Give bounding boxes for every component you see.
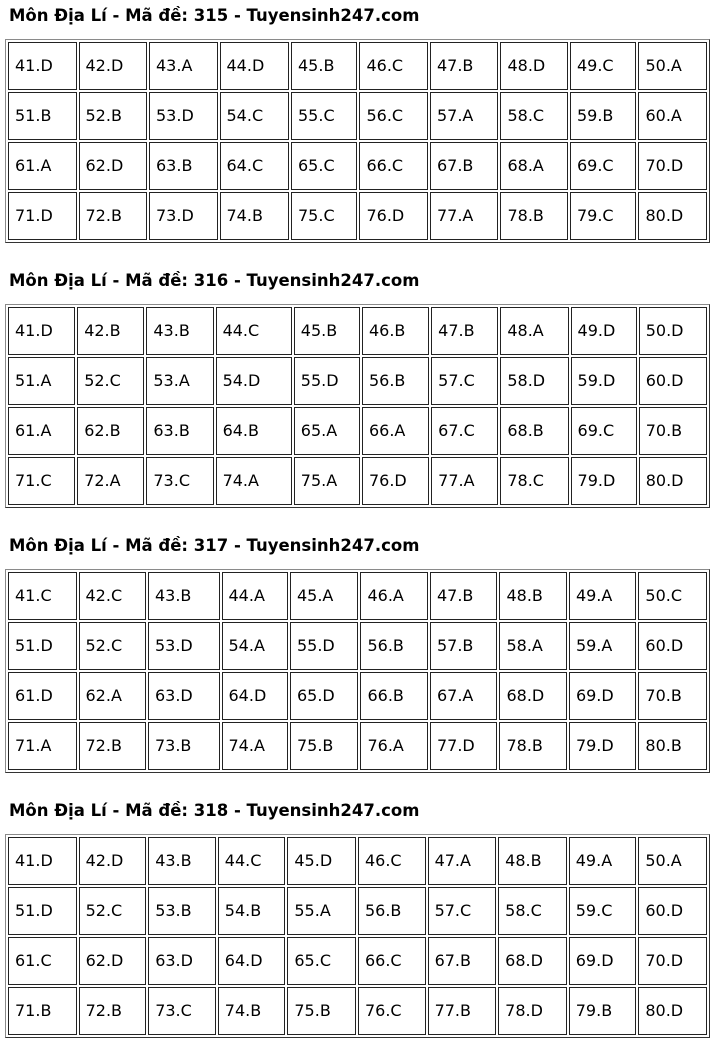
- answer-cell: 69.C: [571, 407, 637, 455]
- answer-cell: 73.B: [148, 722, 220, 770]
- answer-cell: 77.B: [428, 987, 497, 1035]
- answer-cell: 48.B: [498, 837, 567, 885]
- answer-cell: 63.D: [148, 937, 216, 985]
- answer-cell: 63.B: [149, 142, 218, 190]
- answer-cell: 56.B: [358, 887, 426, 935]
- table-row: [8, 622, 707, 670]
- answer-cell: 48.D: [500, 42, 567, 90]
- answer-cell: 60.D: [638, 887, 707, 935]
- answer-cell: 67.A: [430, 672, 497, 720]
- answer-cell: 49.A: [569, 572, 636, 620]
- answer-cell: 52.C: [79, 622, 146, 670]
- answer-cell: 54.D: [216, 357, 292, 405]
- answer-cell: 69.C: [570, 142, 636, 190]
- answer-cell: 55.D: [294, 357, 360, 405]
- answer-cell: 57.C: [428, 887, 497, 935]
- answer-cell: 41.C: [8, 572, 77, 620]
- answer-cell: 64.B: [216, 407, 292, 455]
- answer-table-316: [5, 304, 710, 508]
- answer-cell: 53.B: [148, 887, 216, 935]
- answer-cell: 72.B: [79, 722, 146, 770]
- table-row: [8, 457, 707, 505]
- answer-cell: 50.C: [638, 572, 707, 620]
- answer-cell: 72.A: [77, 457, 144, 505]
- answer-cell: 51.D: [8, 622, 77, 670]
- answer-cell: 41.D: [8, 837, 77, 885]
- answer-cell: 78.C: [500, 457, 568, 505]
- answer-cell: 46.C: [359, 42, 428, 90]
- answer-table-317: [5, 569, 710, 773]
- answer-cell: 79.C: [570, 192, 636, 240]
- answer-cell: 66.B: [360, 672, 427, 720]
- answer-cell: 68.A: [500, 142, 567, 190]
- answer-cell: 74.B: [220, 192, 290, 240]
- answer-cell: 73.C: [146, 457, 213, 505]
- table-row: [8, 987, 707, 1035]
- answer-cell: 77.A: [431, 457, 498, 505]
- answer-cell: 75.A: [294, 457, 360, 505]
- answer-cell: 65.C: [287, 937, 356, 985]
- answer-cell: 76.D: [362, 457, 429, 505]
- answer-cell: 66.C: [358, 937, 426, 985]
- answer-cell: 58.C: [500, 92, 567, 140]
- answer-cell: 67.B: [428, 937, 497, 985]
- answer-cell: 73.C: [148, 987, 216, 1035]
- answer-cell: 70.B: [639, 407, 707, 455]
- answer-cell: 71.B: [8, 987, 77, 1035]
- answer-cell: 79.B: [569, 987, 637, 1035]
- answer-cell: 42.B: [77, 307, 144, 355]
- answer-cell: 65.D: [290, 672, 359, 720]
- answer-cell: 78.D: [498, 987, 567, 1035]
- answer-cell: 47.B: [431, 307, 498, 355]
- answer-cell: 74.B: [218, 987, 286, 1035]
- answer-cell: 54.A: [222, 622, 288, 670]
- answer-cell: 75.C: [291, 192, 357, 240]
- answer-cell: 41.D: [8, 307, 75, 355]
- answer-cell: 60.D: [638, 622, 707, 670]
- answer-cell: 76.C: [358, 987, 426, 1035]
- answer-cell: 72.B: [79, 192, 148, 240]
- answer-cell: 65.C: [291, 142, 357, 190]
- answer-cell: 70.B: [638, 672, 707, 720]
- answer-cell: 50.A: [638, 837, 707, 885]
- answer-cell: 42.C: [79, 572, 146, 620]
- answer-cell: 53.D: [148, 622, 220, 670]
- answer-cell: 66.C: [359, 142, 428, 190]
- table-row: [8, 407, 707, 455]
- answer-cell: 42.D: [79, 42, 148, 90]
- answer-cell: 73.D: [149, 192, 218, 240]
- answer-cell: 49.C: [570, 42, 636, 90]
- answer-cell: 48.A: [500, 307, 568, 355]
- answer-cell: 47.B: [430, 572, 497, 620]
- answer-cell: 64.D: [218, 937, 286, 985]
- answer-cell: 57.C: [431, 357, 498, 405]
- answer-cell: 51.A: [8, 357, 75, 405]
- answer-cell: 67.B: [430, 142, 499, 190]
- answer-cell: 62.B: [77, 407, 144, 455]
- answer-cell: 52.C: [77, 357, 144, 405]
- answer-cell: 51.D: [8, 887, 77, 935]
- answer-cell: 76.A: [360, 722, 427, 770]
- table-row: [8, 42, 707, 90]
- answer-cell: 72.B: [79, 987, 147, 1035]
- table-row: [8, 92, 707, 140]
- answer-cell: 44.A: [222, 572, 288, 620]
- answer-cell: 68.B: [500, 407, 568, 455]
- answer-cell: 45.A: [290, 572, 359, 620]
- answer-cell: 59.A: [569, 622, 636, 670]
- answer-cell: 52.B: [79, 92, 148, 140]
- answer-cell: 45.B: [291, 42, 357, 90]
- answer-cell: 50.A: [638, 42, 707, 90]
- answer-cell: 48.B: [499, 572, 566, 620]
- answer-cell: 66.A: [362, 407, 429, 455]
- table-row: [8, 887, 707, 935]
- section-title: Môn Địa Lí - Mã đề: 316 - Tuyensinh247.com: [9, 271, 420, 290]
- answer-cell: 56.B: [362, 357, 429, 405]
- answer-cell: 47.A: [428, 837, 497, 885]
- answer-cell: 43.B: [148, 837, 216, 885]
- answer-cell: 58.D: [500, 357, 568, 405]
- answer-cell: 78.B: [500, 192, 567, 240]
- answer-cell: 68.D: [499, 672, 566, 720]
- answer-cell: 44.D: [220, 42, 290, 90]
- answer-cell: 61.D: [8, 672, 77, 720]
- answer-cell: 49.A: [569, 837, 637, 885]
- answer-cell: 64.D: [222, 672, 288, 720]
- answer-cell: 61.C: [8, 937, 77, 985]
- answer-cell: 49.D: [571, 307, 637, 355]
- answer-cell: 57.A: [430, 92, 499, 140]
- answer-cell: 50.D: [639, 307, 707, 355]
- section-title: Môn Địa Lí - Mã đề: 317 - Tuyensinh247.com: [9, 536, 420, 555]
- answer-cell: 75.B: [287, 987, 356, 1035]
- answer-cell: 46.C: [358, 837, 426, 885]
- answer-cell: 57.B: [430, 622, 497, 670]
- answer-cell: 42.D: [79, 837, 147, 885]
- answer-cell: 71.C: [8, 457, 75, 505]
- answer-cell: 79.D: [569, 722, 636, 770]
- answer-cell: 55.C: [291, 92, 357, 140]
- answer-cell: 59.C: [569, 887, 637, 935]
- answer-cell: 80.D: [638, 987, 707, 1035]
- answer-cell: 59.B: [570, 92, 636, 140]
- table-row: [8, 572, 707, 620]
- answer-cell: 59.D: [571, 357, 637, 405]
- answer-cell: 75.B: [290, 722, 359, 770]
- answer-cell: 80.B: [638, 722, 707, 770]
- answer-cell: 52.C: [79, 887, 147, 935]
- answer-cell: 45.D: [287, 837, 356, 885]
- answer-cell: 58.A: [499, 622, 566, 670]
- answer-cell: 56.B: [360, 622, 427, 670]
- answer-cell: 63.B: [146, 407, 213, 455]
- answer-cell: 61.A: [8, 407, 75, 455]
- answer-cell: 54.B: [218, 887, 286, 935]
- answer-table-315: [5, 39, 710, 243]
- answer-cell: 44.C: [218, 837, 286, 885]
- answer-cell: 69.D: [569, 937, 637, 985]
- section-title: Môn Địa Lí - Mã đề: 315 - Tuyensinh247.com: [9, 6, 420, 25]
- answer-cell: 43.B: [148, 572, 220, 620]
- table-row: [8, 722, 707, 770]
- table-row: [8, 142, 707, 190]
- answer-cell: 41.D: [8, 42, 77, 90]
- answer-cell: 79.D: [571, 457, 637, 505]
- answer-cell: 56.C: [359, 92, 428, 140]
- answer-cell: 46.B: [362, 307, 429, 355]
- answer-cell: 55.D: [290, 622, 359, 670]
- answer-table-318: [5, 834, 710, 1038]
- answer-cell: 53.D: [149, 92, 218, 140]
- answer-cell: 53.A: [146, 357, 213, 405]
- answer-cell: 77.D: [430, 722, 497, 770]
- answer-cell: 74.A: [222, 722, 288, 770]
- answer-cell: 61.A: [8, 142, 77, 190]
- table-row: [8, 672, 707, 720]
- answer-cell: 60.D: [639, 357, 707, 405]
- answer-cell: 70.D: [638, 937, 707, 985]
- answer-cell: 74.A: [216, 457, 292, 505]
- answer-cell: 44.C: [216, 307, 292, 355]
- answer-cell: 45.B: [294, 307, 360, 355]
- answer-cell: 69.D: [569, 672, 636, 720]
- answer-cell: 51.B: [8, 92, 77, 140]
- answer-cell: 62.D: [79, 142, 148, 190]
- answer-cell: 71.A: [8, 722, 77, 770]
- answer-cell: 80.D: [639, 457, 707, 505]
- answer-cell: 62.D: [79, 937, 147, 985]
- answer-cell: 63.D: [148, 672, 220, 720]
- answer-cell: 68.D: [498, 937, 567, 985]
- table-row: [8, 937, 707, 985]
- answer-cell: 43.A: [149, 42, 218, 90]
- answer-cell: 62.A: [79, 672, 146, 720]
- answer-cell: 55.A: [287, 887, 356, 935]
- answer-cell: 54.C: [220, 92, 290, 140]
- table-row: [8, 357, 707, 405]
- answer-cell: 70.D: [638, 142, 707, 190]
- answer-cell: 78.B: [499, 722, 566, 770]
- answer-cell: 58.C: [498, 887, 567, 935]
- table-row: [8, 307, 707, 355]
- answer-cell: 67.C: [431, 407, 498, 455]
- answer-cell: 64.C: [220, 142, 290, 190]
- answer-cell: 80.D: [638, 192, 707, 240]
- answer-cell: 47.B: [430, 42, 499, 90]
- answer-cell: 65.A: [294, 407, 360, 455]
- section-title: Môn Địa Lí - Mã đề: 318 - Tuyensinh247.com: [9, 801, 420, 820]
- table-row: [8, 837, 707, 885]
- answer-cell: 76.D: [359, 192, 428, 240]
- table-row: [8, 192, 707, 240]
- answer-cell: 43.B: [146, 307, 213, 355]
- answer-cell: 77.A: [430, 192, 499, 240]
- answer-cell: 60.A: [638, 92, 707, 140]
- answer-cell: 71.D: [8, 192, 77, 240]
- answer-cell: 46.A: [360, 572, 427, 620]
